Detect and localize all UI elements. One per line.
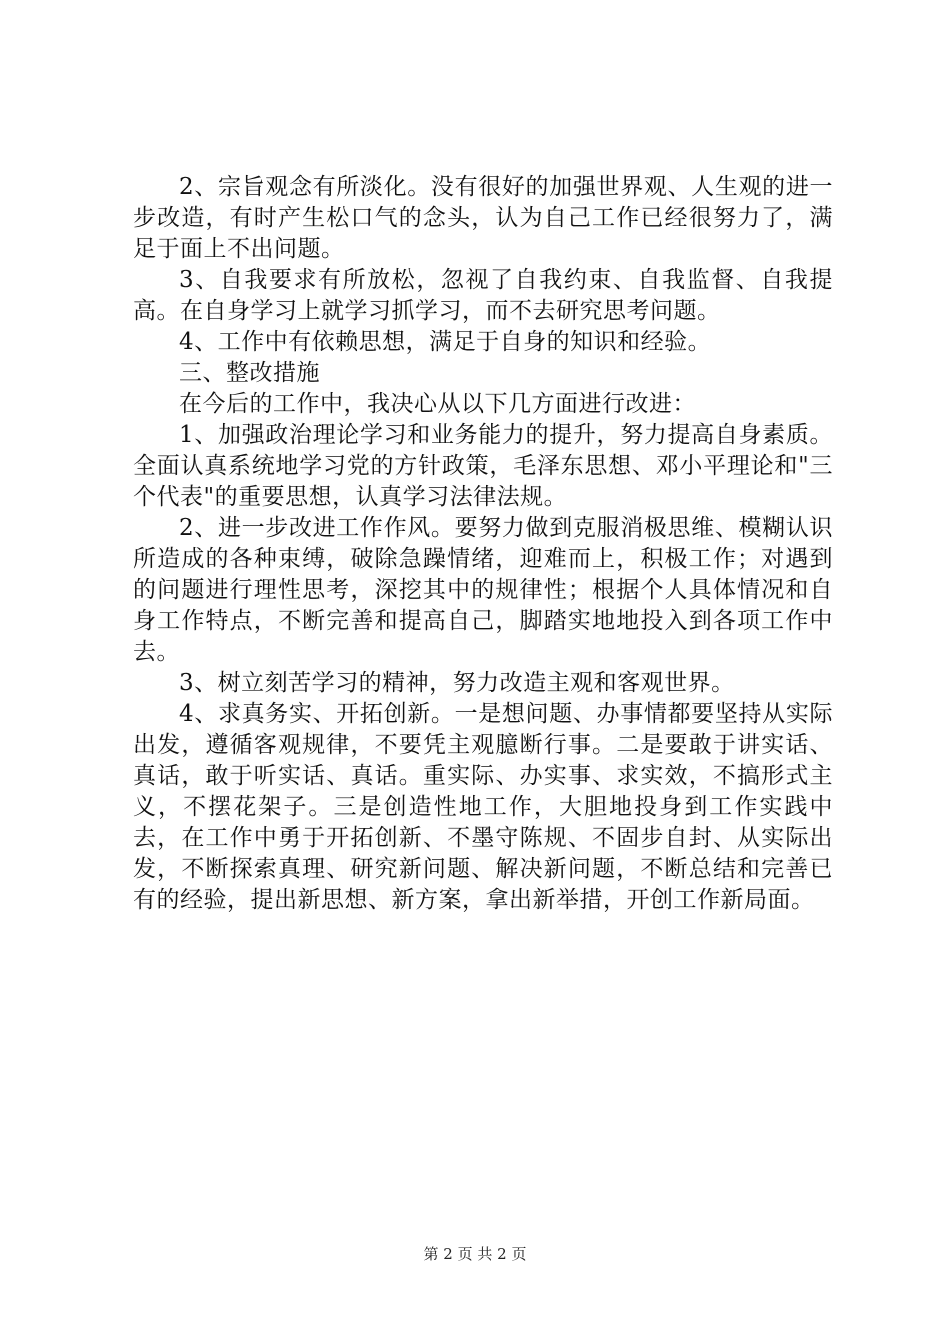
measure-3: 3、树立刻苦学习的精神，努力改造主观和客观世界。 (179, 670, 735, 696)
paragraph-item-3: 3、自我要求有所放松，忽视了自我约束、自我监督、自我提高。在自身学习上就学习抓学习，而不去研究思考问题。 (133, 267, 833, 324)
paragraph-item-4: 4、工作中有依赖思想，满足于自身的知识和经验。 (179, 329, 712, 355)
measure-1: 1、加强政治理论学习和业务能力的提升，努力提高自身素质。全面认真系统地学习党的方针政策，毛泽东思想、邓小平理论和"三个代表"的重要思想，认真学习法律法规。 (133, 422, 833, 510)
page-footer: 第 2 页 共 2 页 (423, 1245, 527, 1263)
paragraph-item-2: 2、宗旨观念有所淡化。没有很好的加强世界观、人生观的进一步改造，有时产生松口气的念头，认为自己工作已经很努力了，满足于面上不出问题。 (133, 174, 833, 262)
document-body (133, 172, 833, 916)
measure-2: 2、进一步改进工作作风。要努力做到克服消极思维、模糊认识所造成的各种束缚，破除急躁情绪，迎难而上，积极工作；对遇到的问题进行理性思考，深挖其中的规律性；根据个人具体情况和自身工作特点，不断完善和提高自己，脚踏实地地投入到各项工作中去。 (133, 515, 833, 665)
intro-paragraph: 在今后的工作中，我决心从以下几方面进行改进： (179, 391, 696, 417)
section-heading: 三、整改措施 (179, 360, 320, 386)
measure-4: 4、求真务实、开拓创新。一是想问题、办事情都要坚持从实际出发，遵循客观规律，不要凭主观臆断行事。二是要敢于讲实话、真话，敢于听实话、真话。重实际、办实事、求实效，不搞形式主义，不摆花架子。三是创造性地工作，大胆地投身到工作实践中去，在工作中勇于开拓创新、不墨守陈规、不固步自封、从实际出发，不断探索真理、研究新问题、解决新问题，不断总结和完善已有的经验，提出新思想、新方案，拿出新举措，开创工作新局面。 (133, 701, 833, 913)
